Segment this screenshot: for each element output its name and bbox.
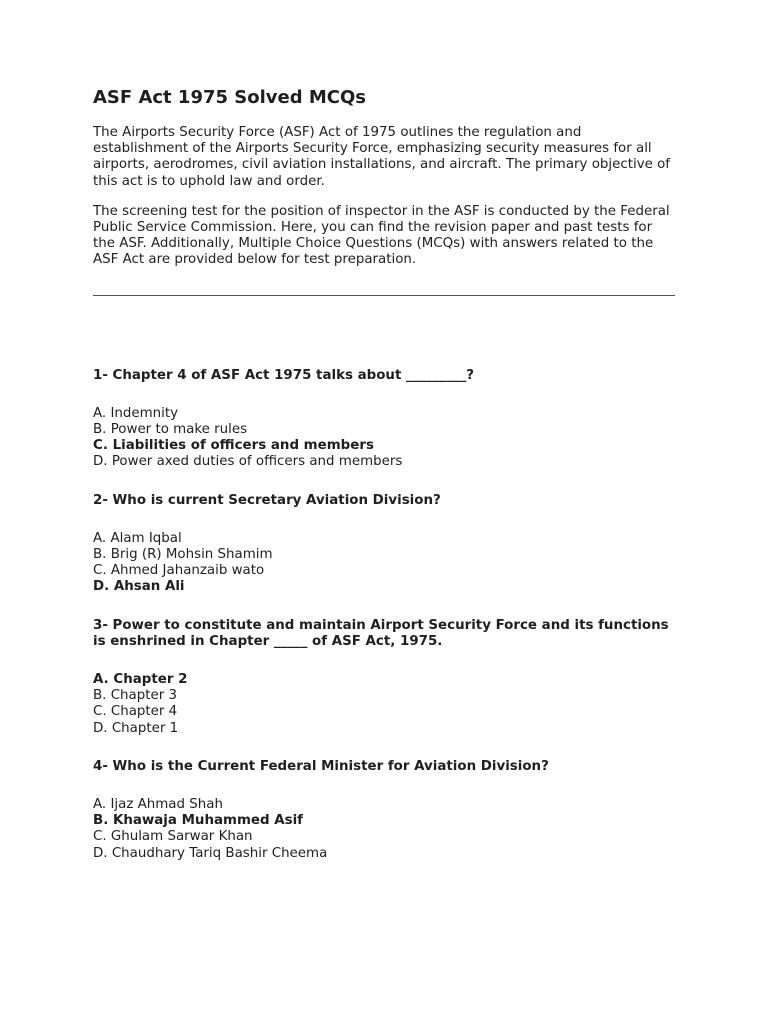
- mcq-option: D. Chapter 1: [93, 720, 179, 736]
- mcq-option: B. Brig (R) Mohsin Shamim: [93, 547, 273, 563]
- intro-paragraph: The Airports Security Force (ASF) Act of 1975 outlines the regulation and establishment of the Airports Security Force, emphasizing security measures for all airports, aerodromes, civil aviation installations, and aircraft. The primary objective of this act is to uphold law and order.: [93, 125, 671, 189]
- mcq-item: [93, 493, 677, 596]
- mcq-option: C. Ahmed Jahanzaib wato: [93, 563, 265, 579]
- mcq-item: [93, 618, 677, 737]
- mcq-question: 1- Chapter 4 of ASF Act 1975 talks about _________?: [93, 367, 475, 383]
- document-title: ASF Act 1975 Solved MCQs: [93, 87, 367, 108]
- mcq-item: [93, 759, 677, 862]
- mcq-option: A. Chapter 2: [93, 672, 188, 688]
- mcq-question: 3- Power to constitute and maintain Airport Security Force and its functions is enshrined in Chapter _____ of ASF Act, 1975.: [93, 617, 669, 649]
- mcq-option: D. Chaudhary Tariq Bashir Cheema: [93, 845, 328, 861]
- mcq-option: D. Power axed duties of officers and members: [93, 454, 403, 470]
- mcq-list: [93, 368, 677, 862]
- mcq-option: B. Power to make rules: [93, 422, 248, 438]
- mcq-question: 4- Who is the Current Federal Minister for Aviation Division?: [93, 758, 549, 774]
- section-divider: [93, 295, 675, 296]
- mcq-option: B. Chapter 3: [93, 688, 178, 704]
- mcq-item: [93, 368, 677, 471]
- mcq-option: B. Khawaja Muhammed Asif: [93, 813, 304, 829]
- mcq-option: A. Ijaz Ahmad Shah: [93, 797, 223, 813]
- mcq-option: C. Ghulam Sarwar Khan: [93, 829, 253, 845]
- mcq-options: [93, 797, 677, 862]
- mcq-options: [93, 406, 677, 471]
- mcq-question: 2- Who is current Secretary Aviation Division?: [93, 492, 441, 508]
- screening-paragraph: The screening test for the position of inspector in the ASF is conducted by the Federal Public Service Commission. Here, you can find the revision paper and past tests for the ASF. Additionally, Multiple Choice Questions (MCQs) with answers related to the ASF Act are provided below for test preparation.: [93, 203, 670, 268]
- document-page: [93, 86, 677, 884]
- mcq-option: C. Liabilities of officers and members: [93, 438, 374, 454]
- mcq-option: D. Ahsan Ali: [93, 579, 185, 595]
- mcq-options: [93, 672, 677, 737]
- mcq-option: A. Indemnity: [93, 405, 179, 421]
- mcq-option: A. Alam Iqbal: [93, 530, 182, 546]
- mcq-option: C. Chapter 4: [93, 704, 178, 720]
- mcq-options: [93, 531, 677, 596]
